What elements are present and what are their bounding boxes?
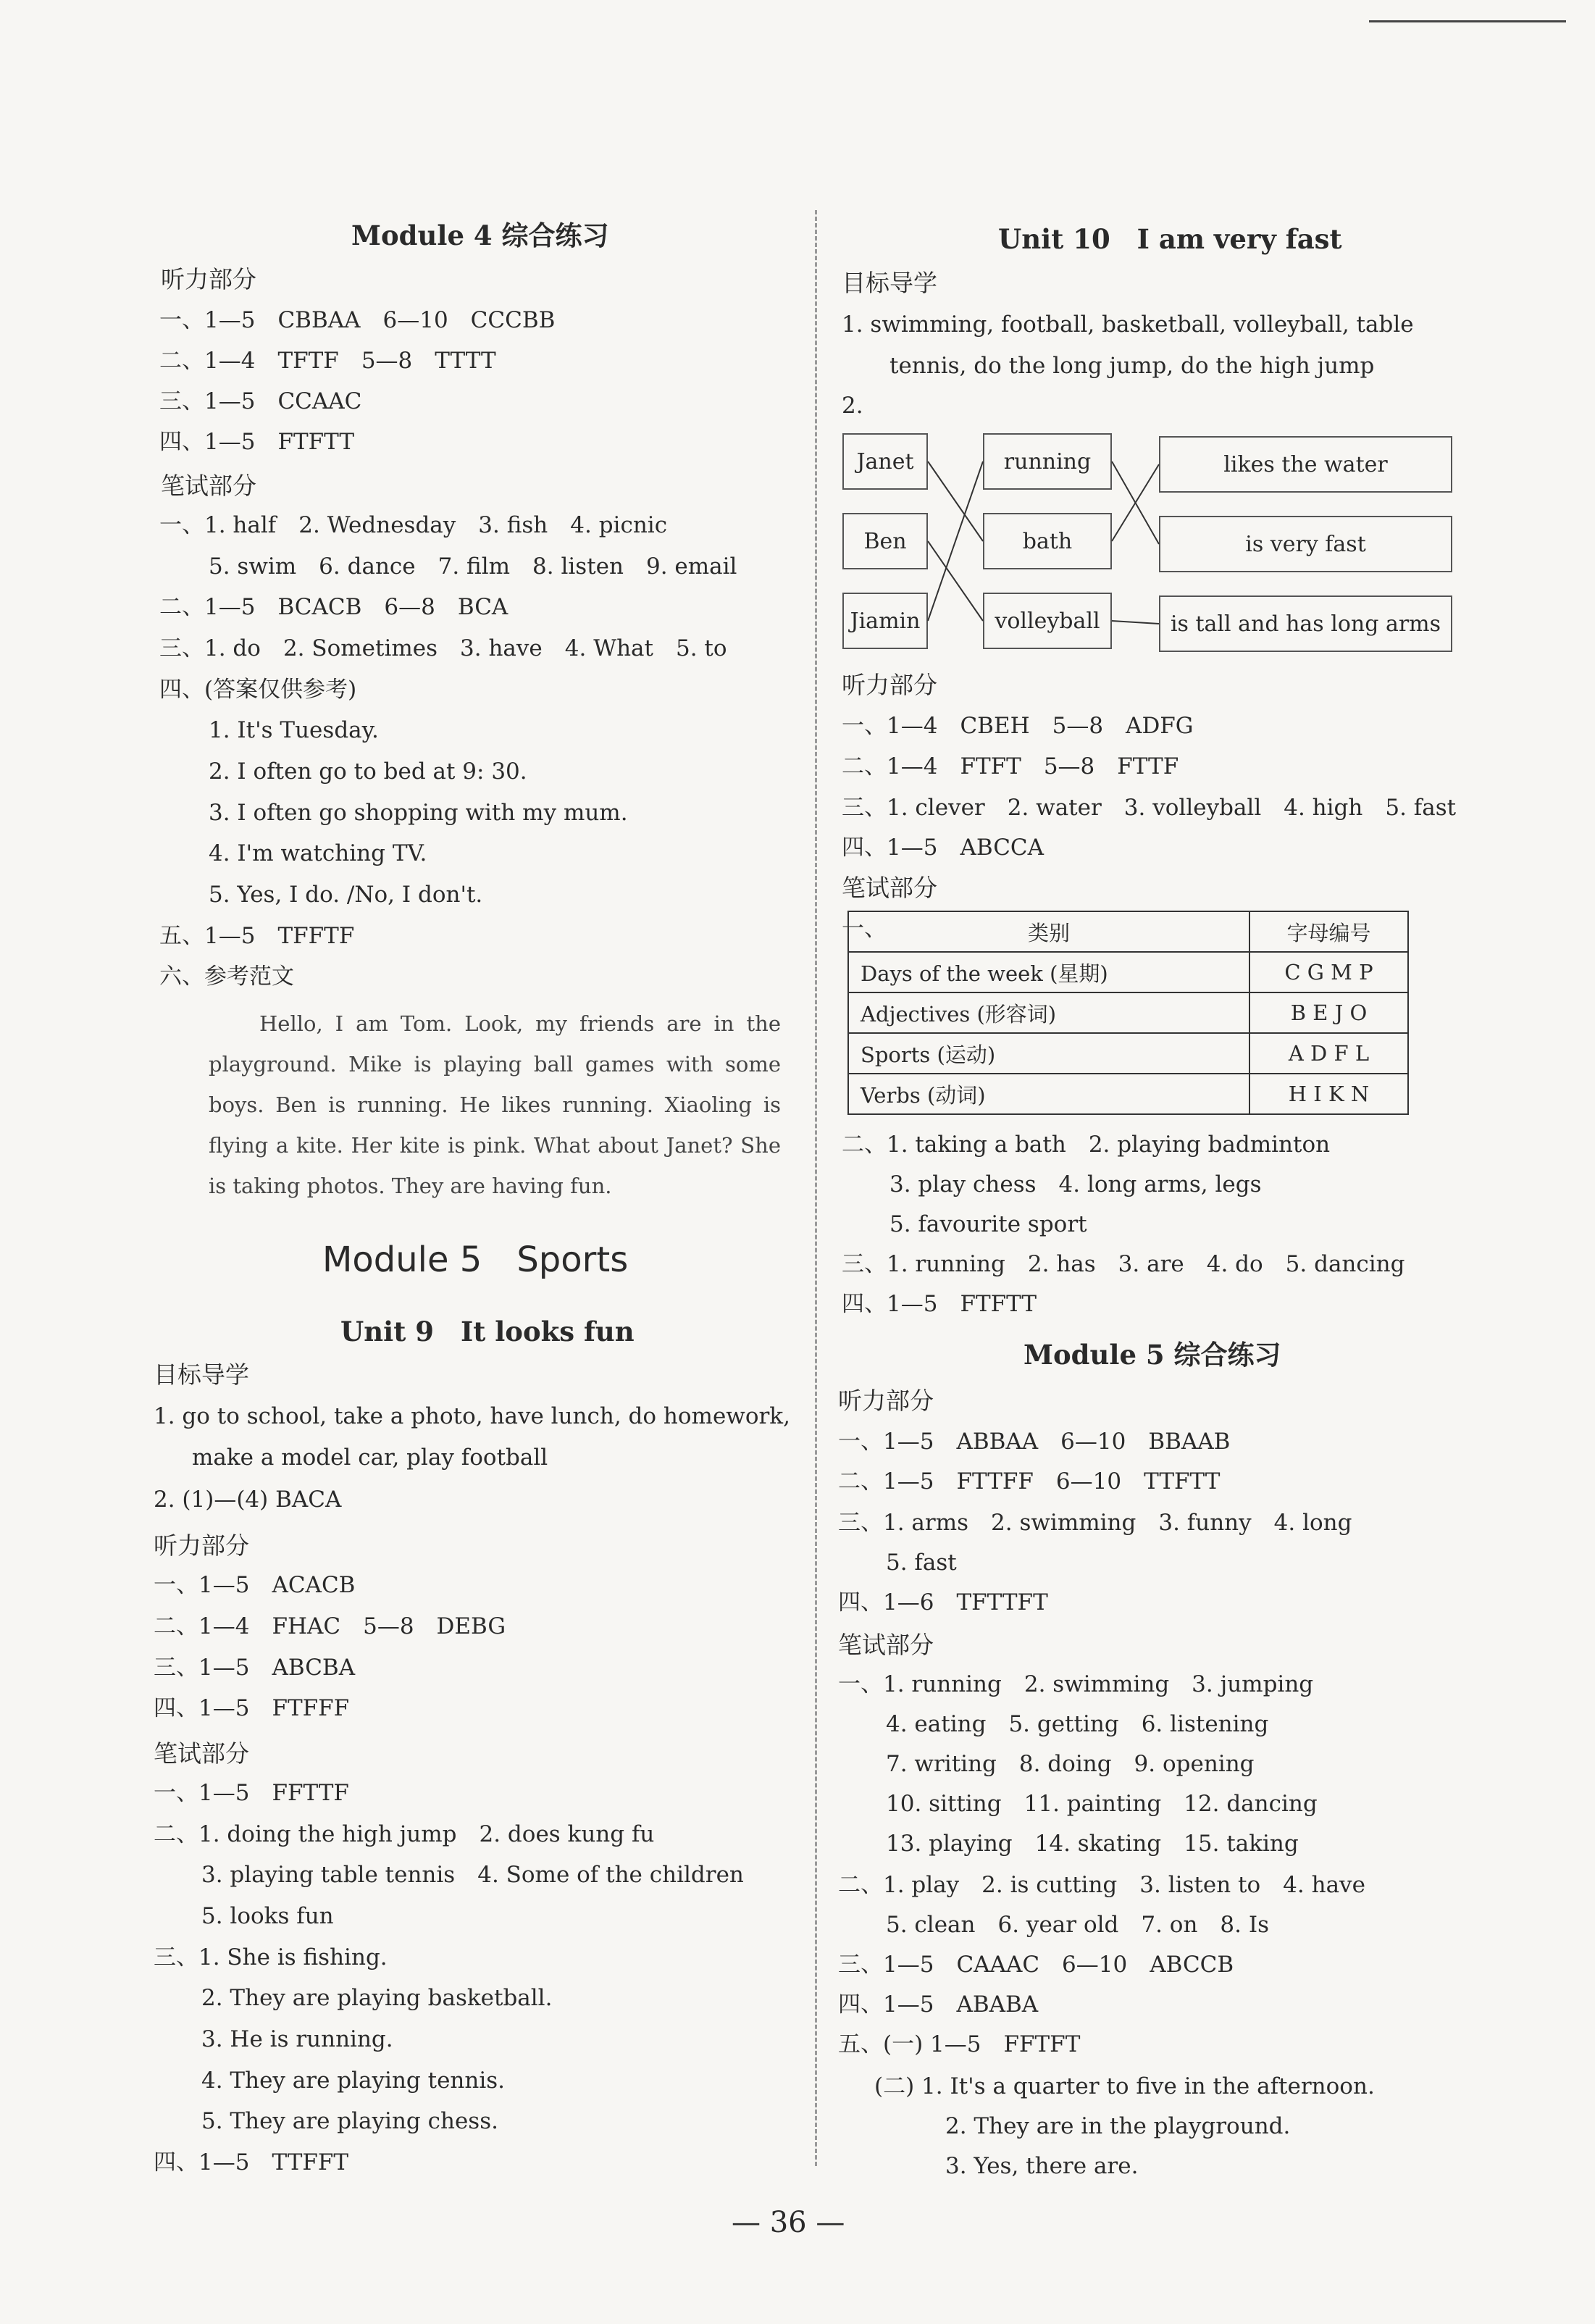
u10-write-3: 三、1. running 2. has 3. are 4. do 5. dancing	[842, 1251, 1405, 1277]
u10-listen-3: 三、1. clever 2. water 3. volleyball 4. high 5. fast	[842, 795, 1457, 821]
match-activity-volleyball: volleyball	[983, 593, 1112, 649]
u9-goal-1a: 1. go to school, take a photo, have lunch, do homework,	[154, 1403, 790, 1429]
m5-write-3: 三、1—5 CAAAC 6—10 ABCCB	[838, 1952, 1234, 1978]
m5-listen-4: 四、1—6 TFTTFT	[838, 1589, 1048, 1615]
u10-writing-heading: 笔试部分	[842, 874, 937, 902]
u9-write-3d: 4. They are playing tennis.	[201, 2068, 506, 2094]
match-name-jiamin: Jiamin	[842, 593, 928, 649]
m5-listen-1: 一、1—5 ABBAA 6—10 BBAAB	[838, 1429, 1231, 1455]
u9-listening-heading: 听力部分	[154, 1531, 249, 1560]
u9-write-3a: 三、1. She is fishing.	[154, 1944, 388, 1970]
match-trait-water: likes the water	[1159, 436, 1452, 493]
m5-write-2a: 二、1. play 2. is cutting 3. listen to 4. have	[838, 1872, 1365, 1898]
m5-write-5d: 3. Yes, there are.	[945, 2153, 1139, 2179]
table-cell-category: Adjectives (形容词)	[848, 992, 1249, 1033]
m4-listen-3: 三、1—5 CCAAC	[159, 388, 362, 414]
table-cell-letters: A D F L	[1249, 1033, 1408, 1074]
m5-write-2b: 5. clean 6. year old 7. on 8. Is	[886, 1912, 1270, 1938]
m4-sample-essay: Hello, I am Tom. Look, my friends are in the playground. Mike is playing ball games with some boys. Ben is running. He likes running. Xiaoling is flying a kite. Her kite is pink. What about Janet? She is taking photos. They are having fun.	[209, 1011, 781, 1198]
m5-listen-3a: 三、1. arms 2. swimming 3. funny 4. long	[838, 1510, 1352, 1536]
table-cell-letters: H I K N	[1249, 1074, 1408, 1114]
m4-write-3: 三、1. do 2. Sometimes 3. have 4. What 5. to	[159, 635, 727, 661]
m4-write-4-5: 5. Yes, I do. /No, I don't.	[209, 882, 483, 908]
m4-write-4: 四、(答案仅供参考)	[159, 677, 357, 703]
u10-listen-4: 四、1—5 ABCCA	[842, 835, 1045, 861]
m4-writing-heading: 笔试部分	[161, 472, 256, 500]
table-cell-letters: C G M P	[1249, 952, 1408, 992]
match-trait-tall: is tall and has long arms	[1159, 595, 1452, 652]
u9-write-2c: 5. looks fun	[201, 1903, 334, 1929]
module5-title: Module 5 Sports	[322, 1240, 629, 1280]
table-row	[848, 1074, 1408, 1114]
m4-write-4-1: 1. It's Tuesday.	[209, 717, 379, 743]
u9-write-3b: 2. They are playing basketball.	[201, 1985, 553, 2011]
u10-write-2b: 3. play chess 4. long arms, legs	[889, 1171, 1262, 1197]
category-table-header	[848, 911, 1408, 952]
u9-write-2a: 二、1. doing the high jump 2. does kung fu	[154, 1821, 655, 1847]
matching-lines	[829, 427, 1481, 659]
table-row	[848, 992, 1408, 1033]
u10-goal-1b: tennis, do the long jump, do the high jump	[889, 353, 1375, 379]
column-divider	[815, 210, 817, 2166]
m5-write-5a: 五、(一) 1—5 FFTFT	[838, 2031, 1081, 2057]
table-cell-category: Verbs (动词)	[848, 1074, 1249, 1114]
table-row	[848, 952, 1408, 992]
m5-writing-heading: 笔试部分	[838, 1631, 934, 1659]
module5-review-title: Module 5 综合练习	[1023, 1339, 1281, 1371]
m5-write-1c: 7. writing 8. doing 9. opening	[886, 1751, 1255, 1777]
m4-write-4-3: 3. I often go shopping with my mum.	[209, 800, 628, 826]
u9-listen-4: 四、1—5 FTFFF	[154, 1695, 350, 1721]
u9-goal-1b: make a model car, play football	[192, 1445, 548, 1471]
table-head-letters: 字母编号	[1249, 911, 1408, 952]
m4-listen-4: 四、1—5 FTFTT	[159, 429, 355, 455]
match-activity-running: running	[983, 433, 1112, 490]
m4-write-4-2: 2. I often go to bed at 9: 30.	[209, 758, 527, 785]
m5-write-1b: 4. eating 5. getting 6. listening	[886, 1711, 1269, 1737]
m5-listen-2: 二、1—5 FTTFF 6—10 TTFTT	[838, 1468, 1221, 1495]
match-activity-bath: bath	[983, 513, 1112, 569]
table-cell-category: Sports (运动)	[848, 1033, 1249, 1074]
u9-listen-2: 二、1—4 FHAC 5—8 DEBG	[154, 1613, 506, 1639]
u9-listen-1: 一、1—5 ACACB	[154, 1572, 356, 1598]
m4-write-1b: 5. swim 6. dance 7. film 8. listen 9. email	[209, 553, 737, 580]
m4-write-1a: 一、1. half 2. Wednesday 3. fish 4. picnic	[159, 512, 668, 538]
u9-write-4: 四、1—5 TTFFT	[154, 2149, 349, 2175]
u9-write-3e: 5. They are playing chess.	[201, 2108, 498, 2134]
m4-write-4-4: 4. I'm watching TV.	[209, 840, 427, 866]
m4-listen-2: 二、1—4 TFTF 5—8 TTTT	[159, 348, 496, 374]
top-rule	[1369, 20, 1566, 22]
m5-write-5b: (二) 1. It's a quarter to five in the afternoon.	[874, 2073, 1375, 2099]
page-number: — 36 —	[732, 2206, 845, 2239]
table-cell-category: Days of the week (星期)	[848, 952, 1249, 992]
m5-write-4: 四、1—5 ABABA	[838, 1991, 1039, 2018]
table-row	[848, 1033, 1408, 1074]
u10-write-2c: 5. favourite sport	[889, 1211, 1087, 1237]
u10-goal-2: 2.	[842, 393, 863, 419]
m5-write-5c: 2. They are in the playground.	[945, 2113, 1291, 2139]
unit10-title: Unit 10 I am very fast	[998, 223, 1342, 255]
m5-write-1a: 一、1. running 2. swimming 3. jumping	[838, 1671, 1314, 1697]
u9-write-2b: 3. playing table tennis 4. Some of the children	[201, 1862, 744, 1888]
u10-write-2a: 二、1. taking a bath 2. playing badminton	[842, 1132, 1331, 1158]
u10-listen-2: 二、1—4 FTFT 5—8 FTTF	[842, 753, 1179, 779]
u10-goal-1a: 1. swimming, football, basketball, volleyball, table	[842, 312, 1414, 338]
m5-listen-3b: 5. fast	[886, 1550, 957, 1576]
u9-writing-heading: 笔试部分	[154, 1739, 249, 1768]
m4-listen-1: 一、1—5 CBBAA 6—10 CCCBB	[159, 307, 556, 333]
u9-goal-2: 2. (1)—(4) BACA	[154, 1487, 342, 1513]
m4-write-6: 六、参考范文	[159, 964, 294, 990]
m5-write-1d: 10. sitting 11. painting 12. dancing	[886, 1791, 1318, 1817]
unit9-title: Unit 9 It looks fun	[340, 1316, 635, 1347]
m4-write-2: 二、1—5 BCACB 6—8 BCA	[159, 594, 508, 620]
u9-write-1: 一、1—5 FFTTF	[154, 1780, 349, 1806]
category-table	[847, 911, 1409, 1115]
match-name-ben: Ben	[842, 513, 928, 569]
match-trait-fast: is very fast	[1159, 516, 1452, 572]
u10-listen-1: 一、1—4 CBEH 5—8 ADFG	[842, 713, 1194, 739]
table-head-category: 类别	[848, 911, 1249, 952]
module4-review-title: Module 4 综合练习	[351, 220, 609, 251]
m4-listening-heading: 听力部分	[161, 265, 256, 293]
u9-goal-heading: 目标导学	[154, 1360, 249, 1389]
u10-goal-heading: 目标导学	[842, 269, 937, 297]
u10-write-4: 四、1—5 FTFTT	[842, 1291, 1037, 1317]
m5-listening-heading: 听力部分	[838, 1387, 934, 1415]
m4-write-5: 五、1—5 TFFTF	[159, 923, 355, 949]
u10-listening-heading: 听力部分	[842, 671, 937, 699]
u9-listen-3: 三、1—5 ABCBA	[154, 1655, 356, 1681]
m5-write-1e: 13. playing 14. skating 15. taking	[886, 1831, 1299, 1857]
table-cell-letters: B E J O	[1249, 992, 1408, 1033]
u10-write-1-label: 一、	[842, 916, 887, 942]
u9-write-3c: 3. He is running.	[201, 2026, 393, 2052]
match-name-janet: Janet	[842, 433, 928, 490]
